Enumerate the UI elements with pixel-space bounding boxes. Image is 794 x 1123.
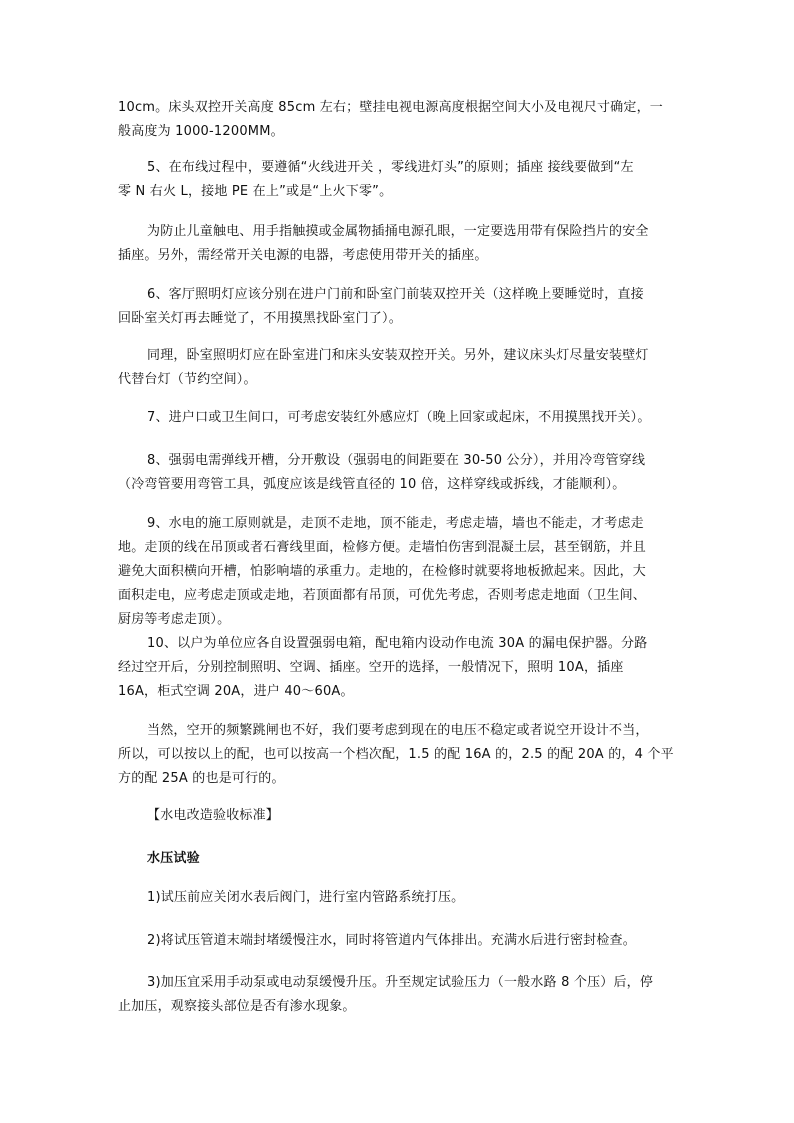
text-line: 零 N 右火 L，接地 PE 在上”或是“上火下零”。 — [118, 184, 393, 199]
text-line: 地。走顶的线在吊顶或者石膏线里面，检修方便。走墙怕伤害到混凝土层，甚至钢筋，并且 — [118, 540, 647, 555]
paragraph-test-step-1 — [118, 886, 678, 910]
text-line: 回卧室关灯再去睡觉了，不用摸黑找卧室门了）。 — [118, 311, 402, 326]
text-line: 当然，空开的频繁跳闸也不好，我们要考虑到现在的电压不稳定或者说空开设计不当， — [147, 723, 649, 738]
text-line: 插座。另外，需经常开关电源的电器，考虑使用带开关的插座。 — [118, 248, 488, 263]
paragraph-item-10-distribution-box — [118, 632, 678, 704]
paragraph-socket-heights — [118, 96, 678, 144]
paragraph-item-5-wiring-principle — [118, 156, 678, 204]
paragraph-item-7-infrared-light — [118, 406, 678, 430]
text-line: 【水电改造验收标准】 — [147, 808, 280, 823]
text-line: 方的配 25A 的也是可行的。 — [118, 771, 285, 786]
text-line: 10、以户为单位应各自设置强弱电箱，配电箱内设动作电流 30A 的漏电保护器。分路 — [147, 636, 648, 651]
text-line: 般高度为 1000-1200MM。 — [118, 124, 284, 139]
subheading-water-pressure-test — [118, 847, 678, 871]
text-line: 7、进户口或卫生间口，可考虑安装红外感应灯（晚上回家或起床，不用摸黑找开关）。 — [147, 410, 651, 425]
paragraph-item-9-construction-principle — [118, 512, 678, 632]
text-line: 经过空开后，分别控制照明、空调、插座。空开的选择，一般情况下，照明 10A，插座 — [118, 660, 624, 675]
paragraph-test-step-2 — [118, 929, 678, 953]
paragraph-item-6-living-room-light — [118, 283, 678, 331]
paragraph-breaker-selection — [118, 719, 678, 791]
paragraph-test-step-3 — [118, 971, 678, 1019]
text-line: 为防止儿童触电、用手指触摸或金属物插捅电源孔眼，一定要选用带有保险挡片的安全 — [147, 224, 649, 239]
text-line: 9、水电的施工原则就是，走顶不走地，顶不能走，考虑走墙，墙也不能走，才考虑走 — [147, 516, 644, 531]
text-line: 16A，柜式空调 20A，进户 40～60A。 — [118, 684, 354, 699]
paragraph-item-8-strong-weak-current — [118, 449, 678, 497]
paragraph-safety-socket — [118, 220, 678, 268]
text-line: 1)试压前应关闭水表后阀门，进行室内管路系统打压。 — [147, 890, 465, 905]
text-line: 止加压，观察接头部位是否有渗水现象。 — [118, 999, 356, 1014]
paragraph-bedroom-light — [118, 344, 678, 392]
text-line: 5、在布线过程中，要遵循“火线进开关 ，零线进灯头”的原则；插座 接线要做到“左 — [147, 160, 634, 175]
text-line: （冷弯管要用弯管工具，弧度应该是线管直径的 10 倍，这样穿线或拆线，才能顺利）。 — [118, 477, 626, 492]
text-line: 10cm。床头双控开关高度 85cm 左右；壁挂电视电源高度根据空间大小及电视尺寸确定，一 — [118, 100, 663, 115]
text-line: 同理，卧室照明灯应在卧室进门和床头安装双控开关。另外，建议床头灯尽量安装壁灯 — [147, 348, 649, 363]
text-line: 6、客厅照明灯应该分别在进户门前和卧室门前装双控开关（这样晚上要睡觉时，直接 — [147, 287, 644, 302]
text-line: 8、强弱电需弹线开槽，分开敷设（强弱电的间距要在 30-50 公分），并用冷弯管穿线 — [147, 453, 646, 468]
text-line: 避免大面积横向开槽，怕影响墙的承重力。走地的，在检修时就要将地板掀起来。因此，大 — [118, 564, 647, 579]
text-line: 水压试验 — [147, 851, 200, 866]
text-line: 厨房等考虑走顶）。 — [118, 612, 231, 627]
section-heading-acceptance-standard — [118, 804, 678, 828]
text-line: 代替台灯（节约空间）。 — [118, 372, 257, 387]
text-line: 3)加压宜采用手动泵或电动泵缓慢升压。升至规定试验压力（一般水路 8 个压）后，停 — [147, 975, 654, 990]
text-line: 2)将试压管道末端封堵缓慢注水，同时将管道内气体排出。充满水后进行密封检查。 — [147, 933, 636, 948]
text-line: 所以，可以按以上的配，也可以按高一个档次配，1.5 的配 16A 的，2.5 的配 20A 的，4 个平 — [118, 747, 674, 762]
text-line: 面积走电，应考虑走顶或走地，若顶面都有吊顶，可优先考虑，否则考虑走地面（卫生间、 — [118, 588, 647, 603]
